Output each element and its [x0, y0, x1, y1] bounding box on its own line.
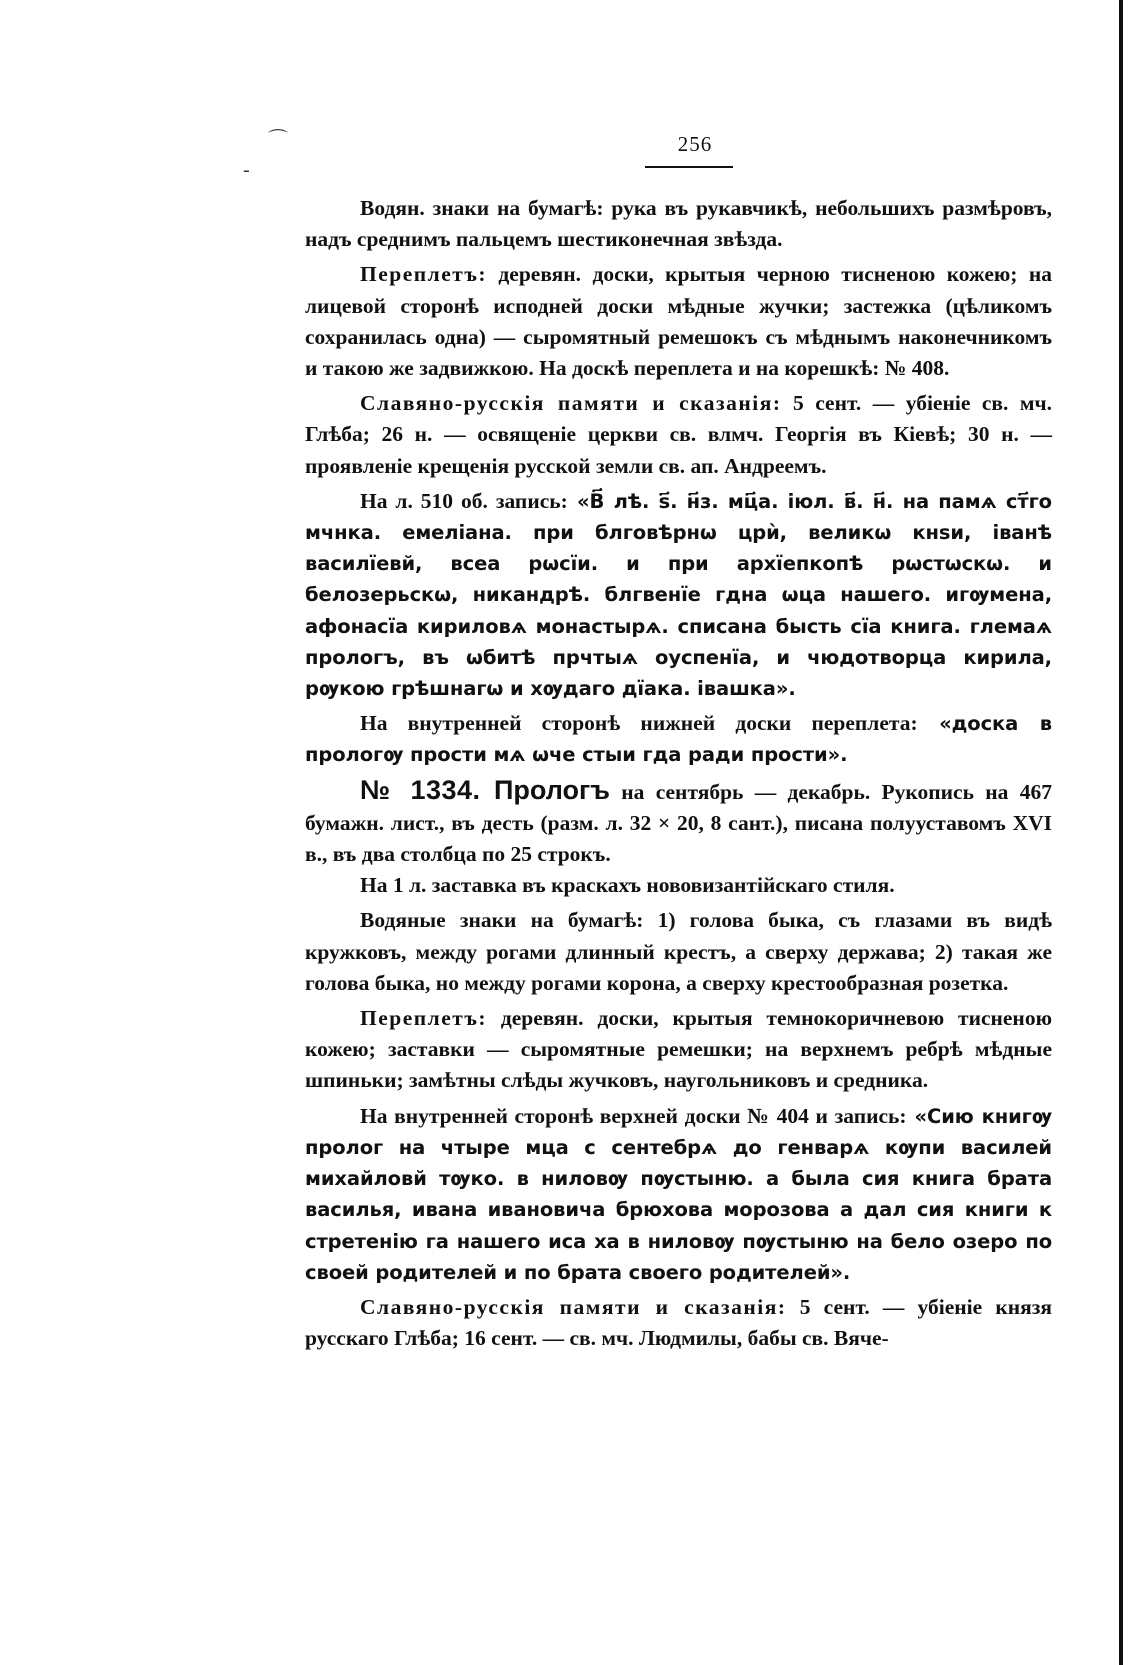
page-number-rule: [645, 166, 733, 168]
scan-mark-dash: -: [243, 159, 250, 181]
paragraph-binding-2: [305, 1003, 1052, 1097]
paragraph-memorials-1: [305, 388, 1052, 482]
paragraph-text: На внутренней сторонѣ верхней доски № 404 и запись:: [360, 1103, 907, 1128]
paragraph-headpiece: [305, 870, 1052, 901]
slavonic-inscription: «доска в прологѹ прости мѧ ѡче стыи гда ради прости».: [305, 712, 1052, 767]
paragraph-text: 5 сент. — убіеніе св. мч. Глѣба; 26 н. — освященіе церкви св. влмч. Георгія въ Кіевѣ; 30 н. — проявленіе крещенія русской земли св. ап. Андреемъ.: [305, 391, 1052, 478]
paragraph-binding-1: [305, 259, 1052, 384]
paragraph-text: деревян. доски, крытыя темнокоричневою тисненою кожею; заставки — сыромятные ремешки; на верхнемъ ребрѣ мѣдные шпиньки; замѣтны слѣды жучковъ, наугольниковъ и средника.: [305, 1006, 1052, 1093]
paragraph-inscription-3: [305, 1101, 1052, 1288]
scan-mark-arc: ⌒: [268, 129, 288, 151]
paragraph-text: На л. 510 об. запись:: [360, 488, 568, 513]
entry-title: Прологъ: [480, 774, 610, 805]
paragraph-text: Водян. знаки на бумагѣ: рука въ рукавчикѣ, небольшихъ размѣровъ, надъ среднимъ пальцемъ шестиконечная звѣзда.: [305, 196, 1052, 252]
paragraph-lead: Переплетъ:: [360, 262, 488, 287]
paragraph-inscription-1: [305, 486, 1052, 704]
slavonic-inscription: «В҃ лѣ. ѕ҃. н҃з. мц҃а. іюл. в҃. н҃. на памѧ ст҃го мчнка. емеліана. при блговѣрнѡ црѝ, великѡ кнѕи, іванѣ василїевй, всеа рѡсїи. и при архїепкопѣ рѡстѡскѡ. и белозерьскѡ, никандрѣ. блгвенїе гдна ѡца нашего. игѹмена, афонасїа кириловѧ монастырѧ. списана бысть сїа книга. глемаѧ прологъ, въ ѡбитѣ прчтыѧ оуспенїа, и чюдотворца кирила, рѹкою грѣшнагѡ и хѹдаго дїака. івашка».: [305, 489, 1052, 701]
entry-number: № 1334.: [360, 774, 481, 805]
paragraph-lead: Славяно-русскія памяти и сказанія:: [360, 1294, 787, 1319]
paragraph-watermarks-2: [305, 905, 1052, 999]
paragraph-text: 5 сент. — убіеніе князя русскаго Глѣба; 16 сент. — св. мч. Людмилы, бабы св. Вяче-: [305, 1294, 1052, 1351]
entry-1334: [305, 775, 1052, 871]
page-edge-rule: [1119, 0, 1123, 1665]
paragraph-memorials-2: [305, 1292, 1052, 1354]
paragraph-inscription-2: [305, 708, 1052, 770]
main-text: [305, 193, 1052, 1354]
paragraph-lead: Славяно-русскія памяти и сказанія:: [360, 391, 782, 416]
paragraph-watermarks-1: [305, 193, 1052, 255]
paragraph-lead: Переплетъ:: [360, 1006, 488, 1031]
paragraph-text: На внутренней сторонѣ нижней доски переплета:: [360, 711, 918, 736]
paragraph-text: На 1 л. заставка въ краскахъ нововизантійскаго стиля.: [360, 873, 895, 898]
paragraph-text: на сентябрь — декабрь. Рукопись на 467 бумажн. лист., въ десть (разм. л. 32 × 20, 8 сант.), писана полууставомъ XVI в., въ два столбца по 25 строкъ.: [305, 779, 1052, 867]
paragraph-text: Водяные знаки на бумагѣ: 1) голова быка, съ глазами въ видѣ кружковъ, между рогами длинный крестъ, а сверху держава; 2) такая же голова быка, но между рогами корона, а сверху крестообразная розетка.: [305, 908, 1052, 995]
slavonic-inscription: «Сию книгѹ пролог на чтыре мца с сентебрѧ до генварѧ кѹпи василей михайловй тѹко. в ниловѹ пѹстыню. а была сия книга брата василья, ивана ивановича брюхова морозова а дал сия книги к стретенію га нашего иса ха в ниловѹ пѹстыню на бело озеро по своей родителей и по брата своего родителей».: [305, 1104, 1052, 1284]
paragraph-text: деревян. доски, крытыя черною тисненою кожею; на лицевой сторонѣ исподней доски мѣдные жучки; застежка (цѣликомъ сохранилась одна) — сыромятный ремешокъ съ мѣднымъ наконечникомъ и такою же задвижкою. На доскѣ переплета и на корешкѣ: № 408.: [305, 262, 1052, 381]
page-number: 256: [677, 132, 713, 156]
